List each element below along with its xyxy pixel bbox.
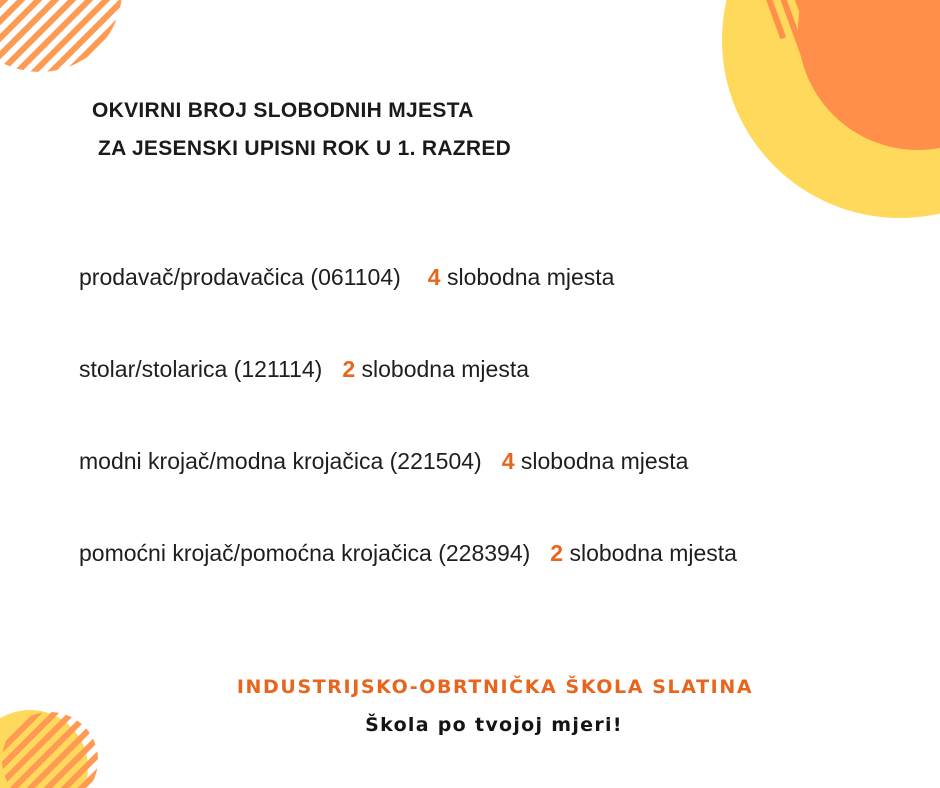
heading-line-1: OKVIRNI BROJ SLOBODNIH MJESTA bbox=[92, 99, 474, 122]
heading-line-2: ZA JESENSKI UPISNI ROK U 1. RAZRED bbox=[98, 137, 512, 160]
vacancy-entry bbox=[79, 264, 614, 291]
vacancy-count: 4 bbox=[427, 264, 441, 290]
vacancy-entry bbox=[79, 540, 737, 567]
vacancy-entry bbox=[79, 448, 688, 475]
vacancy-suffix: slobodna mjesta bbox=[361, 356, 530, 382]
vacancy-count: 2 bbox=[550, 540, 564, 566]
vacancy-entry bbox=[79, 356, 529, 383]
vacancy-count: 2 bbox=[342, 356, 356, 382]
program-label: modni krojač/modna krojačica (221504) bbox=[79, 448, 482, 474]
page-heading bbox=[92, 92, 511, 168]
vacancy-suffix: slobodna mjesta bbox=[569, 540, 737, 566]
school-slogan: Škola po tvojoj mjeri! bbox=[365, 714, 623, 736]
vacancy-suffix: slobodna mjesta bbox=[520, 448, 689, 474]
vacancy-count: 4 bbox=[501, 448, 515, 474]
school-name: INDUSTRIJSKO-OBRTNIČKA ŠKOLA SLATINA bbox=[236, 676, 754, 698]
vacancy-suffix: slobodna mjesta bbox=[446, 264, 615, 290]
program-label: pomoćni krojač/pomoćna krojačica (228394) bbox=[79, 540, 531, 566]
top-left-striped-circle bbox=[0, 0, 122, 72]
program-label: prodavač/prodavačica (061104) bbox=[79, 264, 401, 290]
program-label: stolar/stolarica (121114) bbox=[79, 356, 323, 382]
